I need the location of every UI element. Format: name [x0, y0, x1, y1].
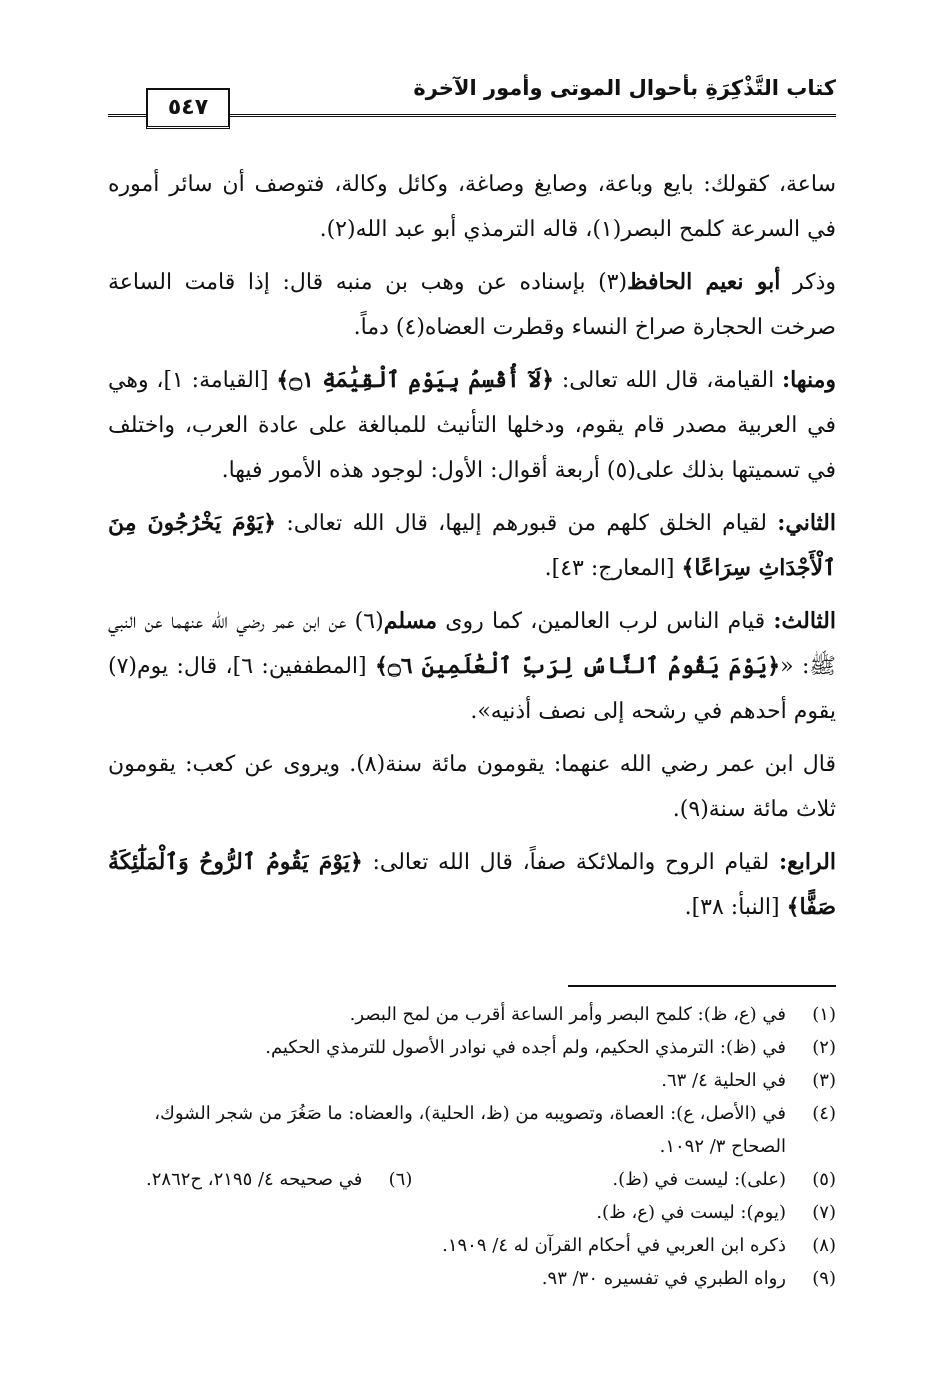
scholar-name: أبو نعيم الحافظ	[627, 269, 781, 295]
footnote-text: في (الأصل، ع): العصاة، وتصويبه من (ظ، الحلية)، والعضاه: ما صَغُرَ من شجر الشوك، الصحاح ٣/ ١٠٩٢.	[154, 1103, 786, 1157]
paragraph-text: وذكر	[780, 270, 837, 295]
page-header	[108, 70, 836, 128]
footnote-text: (يوم): ليست في (ع، ظ).	[596, 1202, 786, 1223]
paragraph-text: لقيام الروح والملائكة صفاً، قال الله تعالى:	[362, 850, 779, 875]
book-title: كتاب التَّذْكِرَةِ بأحوال الموتى وأمور الآخرة	[413, 76, 836, 100]
footnote-number: (٦)	[388, 1169, 413, 1190]
paragraph-text: قيام الناس لرب العالمين، كما روى	[437, 609, 774, 634]
footnote-text: رواه الطبري في تفسيره ٣٠/ ٩٣.	[541, 1268, 786, 1289]
paragraph-text: [النبأ: ٣٨].	[684, 895, 787, 920]
section-label: الثاني:	[777, 510, 836, 536]
footnote	[108, 1064, 836, 1097]
paragraph-1	[108, 162, 836, 252]
paragraph-text: القيامة، قال الله تعالى:	[554, 368, 782, 393]
footnote	[108, 1031, 836, 1064]
paragraph-text: ساعة، كقولك: بايع وباعة، وصايغ وصاغة، وكائل وكالة، فتوصف أن سائر أموره في السرعة كلمح البصر(١)، قاله الترمذي أبو عبد الله(٢).	[108, 172, 837, 242]
footnote-separator	[568, 985, 836, 987]
section-label: ومنها:	[781, 367, 836, 393]
paragraph-text: [المطففين: ٦]، قال: يوم(٧) يقوم أحدهم في رشحه إلى نصف أذنيه».	[108, 654, 836, 724]
paragraph-5	[108, 599, 836, 734]
quran-verse: ﴿يَوْمَ يَقُومُ ٱلنَّاسُ لِرَبِّ ٱلْعَٰلَمِينَ ۝٦﴾	[375, 653, 781, 679]
paragraph-text: (٣) بإسناده عن وهب بن منبه قال: إذا قامت الساعة صرخت الحجارة صراخ النساء وقطرت العضاه(٤) دماً.	[108, 270, 836, 340]
paragraph-7	[108, 840, 836, 930]
footnote-number: (٥)	[812, 1169, 836, 1190]
quran-verse: ﴿لَآ أُقْسِمُ بِيَوْمِ ٱلْقِيَٰمَةِ ۝١﴾	[276, 367, 555, 393]
footnote-text: في صحيحه ٤/ ٢١٩٥، ح٢٨٦٢.	[146, 1169, 363, 1190]
footnote	[612, 1163, 836, 1196]
paragraph-text: لقيام الخلق كلهم من قبورهم إليها، قال الله تعالى:	[276, 511, 778, 536]
footnote	[108, 998, 836, 1031]
footnote-number: (٣)	[812, 1070, 836, 1091]
footnote-number: (٨)	[812, 1235, 836, 1256]
paragraph-text: [القيامة: ١]، وهي في العربية مصدر قام يقوم، ودخلها التأنيث للمبالغة على عادة العرب، واختلف في تسميتها بذلك على(٥) أربعة أقوال: الأول: لوجود هذه الأمور فيها.	[108, 368, 836, 483]
main-text	[108, 162, 836, 938]
footnote	[108, 1097, 836, 1163]
footnote-number: (٩)	[812, 1268, 836, 1289]
footnote-text: ذكره ابن العربي في أحكام القرآن له ٤/ ١٩٠٩.	[442, 1235, 786, 1256]
footnote	[146, 1163, 412, 1196]
quran-verse: ﴿يَوْمَ يَخْرُجُونَ مِنَ ٱلْأَجْدَاثِ سِرَاعًا﴾	[108, 510, 836, 581]
footnote-number: (٢)	[812, 1037, 836, 1058]
paragraph-text: قال ابن عمر رضي الله عنهما: يقومون مائة سنة(٨). ويروى عن كعب: يقومون ثلاث مائة سنة(٩).	[108, 752, 836, 822]
paragraph-6	[108, 742, 836, 832]
footnotes	[108, 998, 836, 1295]
paragraph-3	[108, 358, 836, 493]
footnote	[108, 1262, 836, 1295]
footnote-text: في (ع، ظ): كلمح البصر وأمر الساعة أقرب من لمح البصر.	[349, 1004, 786, 1025]
scholar-name: مسلم	[383, 608, 438, 634]
paragraph-4	[108, 501, 836, 591]
quran-verse: ﴿يَوْمَ يَقُومُ ٱلرُّوحُ وَٱلْمَلَٰٓئِكَةُ صَفًّا﴾	[108, 849, 836, 920]
footnote-text: في الحلية ٤/ ٦٣.	[661, 1070, 786, 1091]
footnote-number: (٧)	[812, 1202, 836, 1223]
section-label: الثالث:	[773, 608, 836, 634]
footnote	[108, 1229, 836, 1262]
footnote	[108, 1196, 836, 1229]
footnote-text: في (ظ): الترمذي الحكيم، ولم أجده في نوادر الأصول للترمذي الحكيم.	[265, 1037, 786, 1058]
footnote-text: (على): ليست في (ظ).	[612, 1169, 786, 1190]
footnote-pair	[146, 1163, 836, 1196]
footnote-number: (٤)	[812, 1103, 836, 1124]
paragraph-text: (٦) عن ابن عمر رضي الله عنهما عن النبي ﷺ: «	[108, 609, 836, 679]
paragraph-2	[108, 260, 836, 350]
page-number: ٥٤٧	[146, 88, 230, 129]
paragraph-text: [المعارج: ٤٣].	[544, 556, 682, 581]
section-label: الرابع:	[778, 849, 836, 875]
footnote-number: (١)	[812, 1004, 836, 1025]
